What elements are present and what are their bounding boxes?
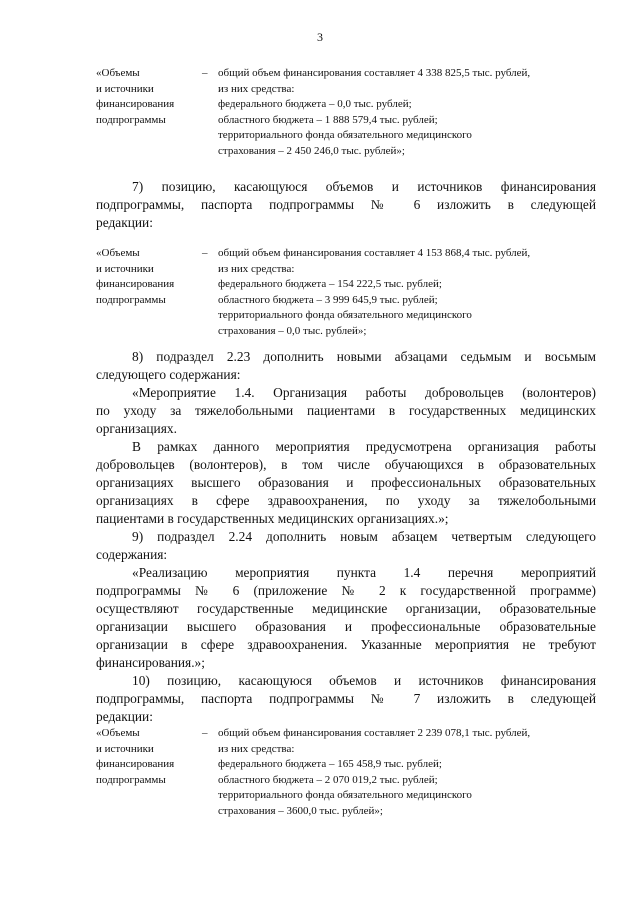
label-line: и источники xyxy=(96,82,154,95)
funding-values xyxy=(218,66,598,159)
value-line: областного бюджета – 1 888 579,4 тыс. рублей; xyxy=(218,113,438,126)
text-line: пациентами в государственных медицинских организациях.»; xyxy=(96,511,449,526)
value-line: общий объем финансирования составляет 2 239 078,1 тыс. рублей, xyxy=(218,727,531,739)
funding-label xyxy=(96,726,200,788)
value-line: из них средства: xyxy=(218,82,295,95)
funding-block-1 xyxy=(96,66,596,162)
text-line: «Реализацию мероприятия пункта 1.4 перечня мероприятий xyxy=(132,565,596,580)
text-line: содержания: xyxy=(96,547,168,562)
text-line: подпрограммы, паспорта подпрограммы № 6 изложить в следующей xyxy=(96,197,596,212)
page-number: 3 xyxy=(317,30,323,44)
label-line: «Объемы xyxy=(96,247,140,259)
funding-label xyxy=(96,66,200,128)
text-line: подпрограммы, паспорта подпрограммы № 7 изложить в следующей xyxy=(96,691,596,706)
text-line: организациях в сфере здравоохранения, по уходу за тяжелобольными xyxy=(96,493,596,508)
paragraph-items-8-10 xyxy=(96,348,596,726)
text-line: организациях высшего образования и профессиональных образовательных xyxy=(96,475,596,490)
separator-dash: – xyxy=(202,67,208,79)
text-line: финансирования.»; xyxy=(96,655,205,670)
label-line: и источники xyxy=(96,262,154,275)
label-line: «Объемы xyxy=(96,727,140,739)
label-line: и источники xyxy=(96,742,154,755)
value-line: страхования – 2 450 246,0 тыс. рублей»; xyxy=(218,144,405,157)
text-line: редакции: xyxy=(96,709,153,724)
value-line: территориального фонда обязательного медицинского xyxy=(218,789,472,801)
paragraph-item-7 xyxy=(96,178,596,232)
value-line: из них средства: xyxy=(218,742,295,755)
separator-dash: – xyxy=(202,247,208,259)
text-line: 10) позицию, касающуюся объемов и источников финансирования xyxy=(132,673,596,688)
text-line: 8) подраздел 2.23 дополнить новыми абзацами седьмым и восьмым xyxy=(132,349,596,364)
value-line: федерального бюджета – 165 458,9 тыс. рублей; xyxy=(218,758,442,770)
value-line: территориального фонда обязательного медицинского xyxy=(218,129,472,141)
value-line: федерального бюджета – 154 222,5 тыс. рублей; xyxy=(218,278,442,290)
text-line: осуществляют государственные медицинские организации, образовательные xyxy=(96,601,596,616)
label-line: подпрограммы xyxy=(96,113,166,126)
text-line: по уходу за тяжелобольными пациентами в государственных медицинских xyxy=(96,403,596,418)
text-line: организации высшего образования и профессиональные образовательные xyxy=(96,619,596,634)
value-line: областного бюджета – 3 999 645,9 тыс. рублей; xyxy=(218,293,438,306)
label-line: подпрограммы xyxy=(96,773,166,786)
text-line: редакции: xyxy=(96,215,153,230)
label-line: финансирования xyxy=(96,278,175,290)
text-line: «Мероприятие 1.4. Организация работы добровольцев (волонтеров) xyxy=(132,385,596,400)
value-line: страхования – 3600,0 тыс. рублей»; xyxy=(218,804,383,817)
funding-values xyxy=(218,246,598,339)
value-line: страхования – 0,0 тыс. рублей»; xyxy=(218,324,367,337)
text-line: подпрограммы № 6 (приложение № 2 к государственной программе) xyxy=(96,583,596,598)
text-line: организациях. xyxy=(96,421,177,436)
value-line: общий объем финансирования составляет 4 153 868,4 тыс. рублей, xyxy=(218,247,531,259)
text-line: добровольцев (волонтеров), в том числе обучающихся в образовательных xyxy=(96,457,596,472)
label-line: финансирования xyxy=(96,758,175,770)
label-line: «Объемы xyxy=(96,67,140,79)
funding-block-3 xyxy=(96,726,596,822)
value-line: территориального фонда обязательного медицинского xyxy=(218,309,472,321)
value-line: общий объем финансирования составляет 4 338 825,5 тыс. рублей, xyxy=(218,67,531,79)
text-line: следующего содержания: xyxy=(96,367,241,382)
value-line: федерального бюджета – 0,0 тыс. рублей; xyxy=(218,98,412,110)
separator-dash: – xyxy=(202,727,208,739)
text-line: В рамках данного мероприятия предусмотрена организация работы xyxy=(132,439,596,454)
funding-values xyxy=(218,726,598,819)
text-line: организации в сфере здравоохранения. Указанные мероприятия не требуют xyxy=(96,637,596,652)
label-line: финансирования xyxy=(96,98,175,110)
value-line: из них средства: xyxy=(218,262,295,275)
text-line: 7) позицию, касающуюся объемов и источников финансирования xyxy=(132,179,596,194)
funding-label xyxy=(96,246,200,308)
funding-block-2 xyxy=(96,246,596,342)
value-line: областного бюджета – 2 070 019,2 тыс. рублей; xyxy=(218,773,438,786)
label-line: подпрограммы xyxy=(96,293,166,306)
text-line: 9) подраздел 2.24 дополнить новым абзацем четвертым следующего xyxy=(132,529,596,544)
